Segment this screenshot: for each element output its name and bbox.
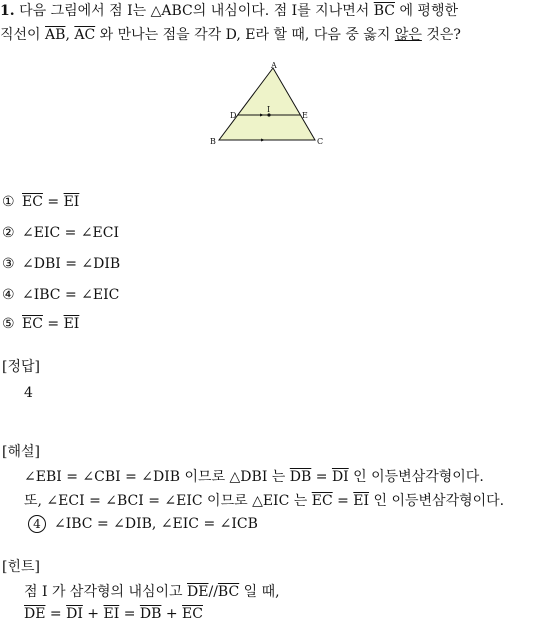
label-a: A <box>271 61 277 70</box>
explanation-line-2 <box>24 492 504 510</box>
segment-text: $\overline{EC}$ <box>22 194 43 210</box>
segment-bc: $\overline{BC}$ <box>373 3 395 19</box>
label-c: C <box>317 137 324 146</box>
segment-text: $\overline{EC}$ <box>22 316 43 332</box>
math-text: = <box>42 316 64 332</box>
segment-text: $\overline{EC}$ <box>182 606 203 622</box>
option-4 <box>2 286 119 304</box>
triangle-figure <box>205 58 335 154</box>
math-text: = <box>119 606 140 622</box>
label-e: E <box>302 111 308 120</box>
math-text: 인 이등변삼각형이다. <box>348 469 484 485</box>
explanation-header: [해설] <box>2 444 40 460</box>
math-text: ∠IBC = ∠EIC <box>22 287 120 303</box>
math-text: ∠IBC = ∠DIB, ∠EIC = ∠ICB <box>54 516 258 532</box>
option-2 <box>2 224 119 242</box>
segment-text: $\overline{DI}$ <box>331 469 349 485</box>
option-5 <box>2 315 79 333</box>
math-text: // <box>208 584 218 600</box>
math-text: + <box>161 606 183 622</box>
label-d: D <box>230 111 237 120</box>
question-text: , <box>65 27 75 43</box>
segment-text: $\overline{DE}$ <box>187 584 209 600</box>
segment-text: $\overline{DI}$ <box>66 606 83 622</box>
question-number: 1. <box>0 3 15 19</box>
math-text: 점 I 가 삼각형의 내심이고 <box>24 584 188 600</box>
math-text: = <box>332 493 354 509</box>
option-3 <box>2 255 120 273</box>
explanation-line-3-text <box>54 516 258 532</box>
explanation-line-1 <box>24 468 484 486</box>
answer-value: 4 <box>24 385 33 401</box>
option-marker: ② <box>2 225 15 241</box>
question-text: 다음 그림에서 점 I는 △ABC의 내심이다. 점 I를 지나면서 <box>19 3 374 19</box>
option-marker: ③ <box>2 256 15 272</box>
option-1 <box>2 193 79 211</box>
question-text: 직선이 <box>0 27 46 43</box>
circled-answer-mark: 4 <box>28 515 46 533</box>
math-text: 또, ∠ECI = ∠BCI = ∠EIC 이므로 △EIC 는 <box>24 493 312 509</box>
question-line-1 <box>0 2 458 20</box>
segment-text: $\overline{EI}$ <box>103 606 120 622</box>
segment-text: $\overline{BC}$ <box>217 584 240 600</box>
segment-ab: $\overline{AB}$ <box>45 27 66 43</box>
question-line-2 <box>0 26 461 44</box>
segment-text: $\overline{DB}$ <box>139 606 162 622</box>
math-text: ∠EIC = ∠ECI <box>22 225 120 241</box>
triangle-fill <box>219 68 315 140</box>
segment-ac: $\overline{AC}$ <box>74 27 96 43</box>
math-text: = <box>42 194 64 210</box>
hint-line-1 <box>24 583 280 601</box>
math-text: = <box>45 606 67 622</box>
math-text: ∠DBI = ∠DIB <box>22 256 121 272</box>
hint-header: [힌트] <box>2 559 40 575</box>
hint-line-2 <box>24 605 203 623</box>
label-i: I <box>267 105 271 114</box>
question-text: 와 만나는 점을 각각 D, E라 할 때, 다음 중 옳지 <box>95 27 395 43</box>
option-marker: ④ <box>2 287 15 303</box>
math-text: 인 이등변삼각형이다. <box>369 493 505 509</box>
math-text: = <box>311 469 332 485</box>
segment-text: $\overline{EI}$ <box>353 493 370 509</box>
segment-text: $\overline{EI}$ <box>63 316 80 332</box>
label-b: B <box>210 137 216 146</box>
segment-text: $\overline{DB}$ <box>289 469 312 485</box>
segment-text: $\overline{DE}$ <box>24 606 46 622</box>
option-marker: ⑤ <box>2 316 15 332</box>
question-text: 것은? <box>421 27 461 43</box>
question-text: 에 평행한 <box>395 3 458 19</box>
segment-text: $\overline{EC}$ <box>311 493 333 509</box>
segment-text: $\overline{EI}$ <box>63 194 80 210</box>
math-text: 일 때, <box>239 584 280 600</box>
emphasis-not: 않은 <box>394 27 422 43</box>
math-text: ∠EBI = ∠CBI = ∠DIB 이므로 △DBI 는 <box>24 469 290 485</box>
math-text: + <box>82 606 104 622</box>
option-marker: ① <box>2 194 15 210</box>
answer-header: [정답] <box>2 359 40 375</box>
explanation-line-3 <box>28 515 258 533</box>
